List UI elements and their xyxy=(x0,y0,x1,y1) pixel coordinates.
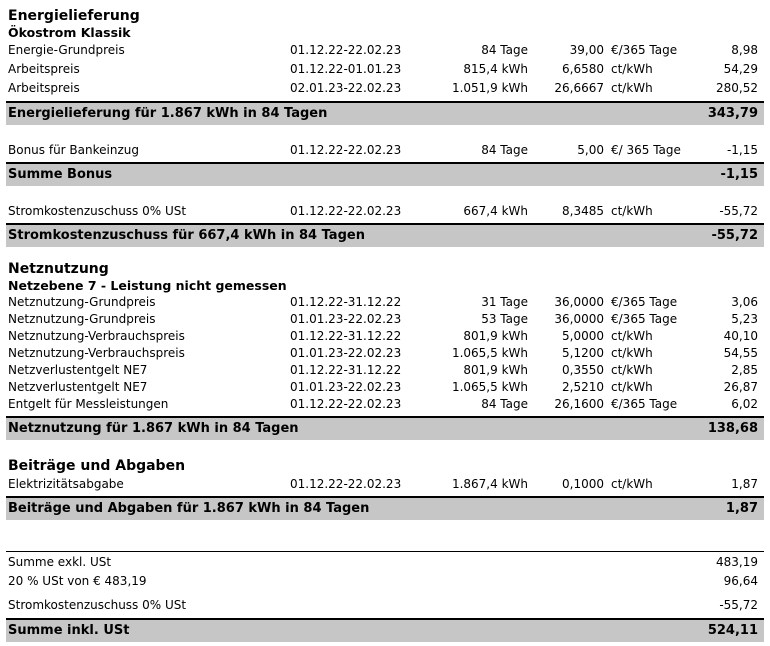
item-period: 01.12.22-31.12.22 xyxy=(290,295,402,309)
item-label: Arbeitspreis xyxy=(8,62,80,76)
grid-level-subtitle: Netzebene 7 - Leistung nicht gemessen xyxy=(8,278,287,293)
section-title: Netznutzung xyxy=(8,261,109,277)
summary-amount: -55,72 xyxy=(719,598,758,612)
item-rate-unit: ct/kWh xyxy=(611,363,653,377)
line-item-row xyxy=(6,41,764,60)
item-rate-value: 5,00 xyxy=(577,143,604,157)
item-rate-unit: ct/kWh xyxy=(611,204,653,218)
section-beitraege-abgaben xyxy=(6,458,764,520)
item-quantity: 667,4 kWh xyxy=(463,204,528,218)
total-label: Netznutzung für 1.867 kWh in 84 Tagen xyxy=(8,421,299,436)
item-rate-value: 2,5210 xyxy=(562,380,604,394)
item-amount: 2,85 xyxy=(731,363,758,377)
line-item-row xyxy=(6,396,764,413)
item-quantity: 815,4 kWh xyxy=(463,62,528,76)
item-amount: 54,55 xyxy=(723,346,758,360)
item-period: 01.12.22-22.02.23 xyxy=(290,43,402,57)
item-label: Arbeitspreis xyxy=(8,81,80,95)
line-item-row xyxy=(6,328,764,345)
item-rate-value: 36,0000 xyxy=(554,312,604,326)
item-amount: 40,10 xyxy=(723,329,758,343)
item-rate-unit: ct/kWh xyxy=(611,329,653,343)
item-label: Netznutzung-Verbrauchspreis xyxy=(8,329,185,343)
item-amount: 26,87 xyxy=(723,380,758,394)
line-item-row xyxy=(6,379,764,396)
total-label: Summe inkl. USt xyxy=(8,623,130,638)
summary-row xyxy=(6,572,764,591)
item-rate-value: 36,0000 xyxy=(554,295,604,309)
item-amount: 280,52 xyxy=(716,81,758,95)
item-amount: 6,02 xyxy=(731,397,758,411)
item-quantity: 1.065,5 kWh xyxy=(451,380,528,394)
total-label: Summe Bonus xyxy=(8,167,113,182)
section-netznutzung xyxy=(6,261,764,440)
item-period: 01.12.22-22.02.23 xyxy=(290,477,402,491)
section-stromkostenzuschuss xyxy=(6,202,764,247)
total-amount: -55,72 xyxy=(711,228,758,243)
line-item-row xyxy=(6,345,764,362)
section-total-bar xyxy=(6,223,764,247)
item-period: 01.01.23-22.02.23 xyxy=(290,346,402,360)
summary-label: 20 % USt von € 483,19 xyxy=(8,574,147,588)
item-rate-value: 5,0000 xyxy=(562,329,604,343)
total-label: Beiträge und Abgaben für 1.867 kWh in 84 Tagen xyxy=(8,501,370,516)
item-rate-value: 0,1000 xyxy=(562,477,604,491)
item-label: Netzverlustentgelt NE7 xyxy=(8,380,148,394)
item-label: Netznutzung-Grundpreis xyxy=(8,295,156,309)
line-item-row xyxy=(6,79,764,98)
section-title: Energielieferung xyxy=(8,8,140,24)
summary-row xyxy=(6,596,764,615)
total-amount: 138,68 xyxy=(707,421,758,436)
section-energielieferung xyxy=(6,8,764,125)
total-amount: 524,11 xyxy=(707,623,758,638)
section-title: Beiträge und Abgaben xyxy=(8,458,186,474)
item-rate-unit: €/365 Tage xyxy=(611,397,678,411)
item-period: 01.12.22-31.12.22 xyxy=(290,363,402,377)
item-amount: -1,15 xyxy=(726,143,758,157)
item-period: 01.12.22-22.02.23 xyxy=(290,397,402,411)
item-quantity: 84 Tage xyxy=(481,397,528,411)
summary-label: Summe exkl. USt xyxy=(8,555,112,569)
section-total-bar xyxy=(6,162,764,186)
item-period: 01.12.22-22.02.23 xyxy=(290,143,402,157)
line-item-row xyxy=(6,294,764,311)
item-quantity: 1.051,9 kWh xyxy=(451,81,528,95)
item-period: 02.01.23-22.02.23 xyxy=(290,81,402,95)
line-item-row xyxy=(6,202,764,221)
item-label: Bonus für Bankeinzug xyxy=(8,143,139,157)
line-item-row xyxy=(6,141,764,160)
item-quantity: 801,9 kWh xyxy=(463,363,528,377)
line-item-row xyxy=(6,362,764,379)
item-rate-unit: ct/kWh xyxy=(611,81,653,95)
summary-row xyxy=(6,553,764,572)
total-label: Stromkostenzuschuss für 667,4 kWh in 84 Tagen xyxy=(8,228,365,243)
total-amount: -1,15 xyxy=(720,167,758,182)
item-rate-value: 26,6667 xyxy=(554,81,604,95)
section-total-bar xyxy=(6,496,764,520)
item-amount: 1,87 xyxy=(731,477,758,491)
item-quantity: 801,9 kWh xyxy=(463,329,528,343)
item-quantity: 84 Tage xyxy=(481,143,528,157)
item-period: 01.12.22-22.02.23 xyxy=(290,204,402,218)
item-rate-unit: €/365 Tage xyxy=(611,312,678,326)
item-label: Energie-Grundpreis xyxy=(8,43,125,57)
item-label: Stromkostenzuschuss 0% USt xyxy=(8,204,187,218)
section-bonus xyxy=(6,141,764,186)
line-item-row xyxy=(6,311,764,328)
item-period: 01.12.22-01.01.23 xyxy=(290,62,402,76)
item-quantity: 53 Tage xyxy=(481,312,528,326)
item-quantity: 1.867,4 kWh xyxy=(451,477,528,491)
item-rate-value: 0,3550 xyxy=(562,363,604,377)
item-label: Netzverlustentgelt NE7 xyxy=(8,363,148,377)
summary-block xyxy=(6,551,764,642)
summary-label: Stromkostenzuschuss 0% USt xyxy=(8,598,187,612)
line-item-row xyxy=(6,475,764,494)
section-total-bar xyxy=(6,416,764,440)
item-period: 01.12.22-31.12.22 xyxy=(290,329,402,343)
total-amount: 1,87 xyxy=(725,501,758,516)
item-quantity: 31 Tage xyxy=(481,295,528,309)
item-rate-unit: ct/kWh xyxy=(611,346,653,360)
item-amount: -55,72 xyxy=(719,204,758,218)
item-rate-unit: ct/kWh xyxy=(611,380,653,394)
section-total-bar xyxy=(6,101,764,125)
total-label: Energielieferung für 1.867 kWh in 84 Tagen xyxy=(8,106,328,121)
item-amount: 54,29 xyxy=(723,62,758,76)
summary-amount: 96,64 xyxy=(723,574,758,588)
item-rate-unit: €/ 365 Tage xyxy=(611,143,681,157)
item-label: Elektrizitätsabgabe xyxy=(8,477,124,491)
item-rate-value: 6,6580 xyxy=(562,62,604,76)
item-period: 01.01.23-22.02.23 xyxy=(290,312,402,326)
item-amount: 8,98 xyxy=(731,43,758,57)
item-label: Entgelt für Messleistungen xyxy=(8,397,169,411)
item-rate-value: 26,1600 xyxy=(554,397,604,411)
item-rate-value: 8,3485 xyxy=(562,204,604,218)
item-rate-value: 39,00 xyxy=(569,43,604,57)
item-rate-unit: ct/kWh xyxy=(611,477,653,491)
item-rate-value: 5,1200 xyxy=(562,346,604,360)
item-quantity: 84 Tage xyxy=(481,43,528,57)
item-amount: 5,23 xyxy=(731,312,758,326)
item-label: Netznutzung-Grundpreis xyxy=(8,312,156,326)
total-amount: 343,79 xyxy=(707,106,758,121)
tariff-subtitle: Ökostrom Klassik xyxy=(8,25,131,40)
grand-total-bar xyxy=(6,618,764,642)
item-period: 01.01.23-22.02.23 xyxy=(290,380,402,394)
item-rate-unit: €/365 Tage xyxy=(611,295,678,309)
item-amount: 3,06 xyxy=(731,295,758,309)
item-label: Netznutzung-Verbrauchspreis xyxy=(8,346,185,360)
item-quantity: 1.065,5 kWh xyxy=(451,346,528,360)
item-rate-unit: ct/kWh xyxy=(611,62,653,76)
line-item-row xyxy=(6,60,764,79)
item-rate-unit: €/365 Tage xyxy=(611,43,678,57)
summary-amount: 483,19 xyxy=(716,555,758,569)
